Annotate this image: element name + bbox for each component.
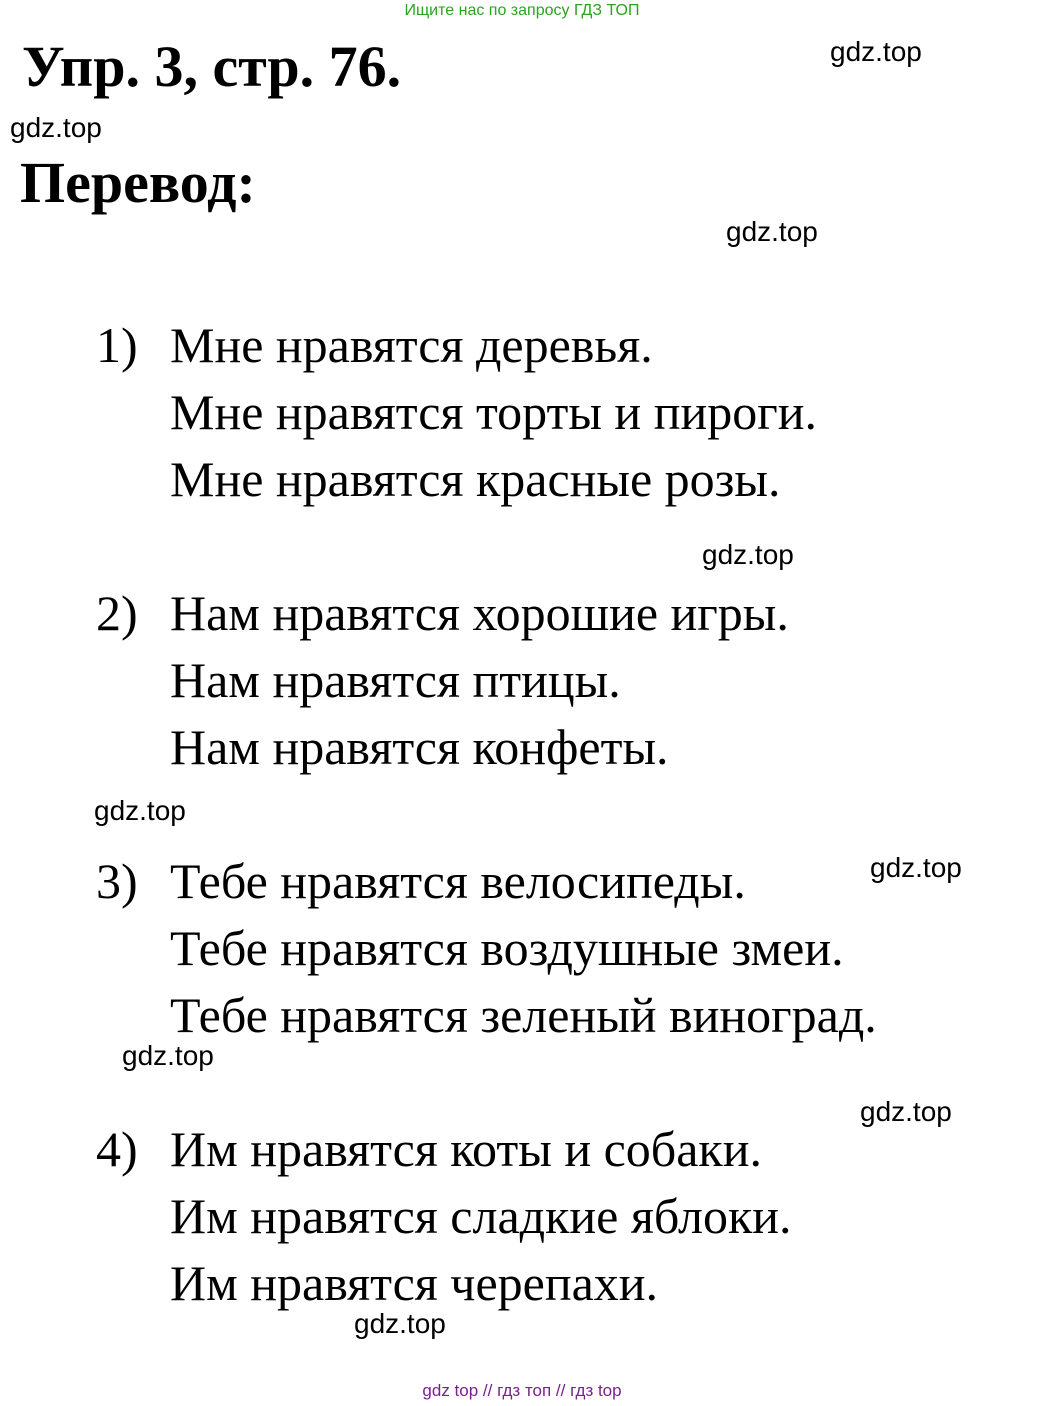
item-number: 1) [96, 317, 138, 373]
item-number: 2) [96, 585, 138, 641]
watermark: gdz.top [870, 852, 962, 883]
footer-links[interactable]: gdz top // гдз топ // гдз top [422, 1381, 622, 1400]
watermark: gdz.top [860, 1096, 952, 1127]
watermark: gdz.top [726, 216, 818, 247]
item-number: 3) [96, 853, 138, 909]
translation-line: Нам нравятся хорошие игры. [170, 585, 789, 641]
watermark: gdz.top [354, 1308, 446, 1339]
watermark: gdz.top [702, 539, 794, 570]
translation-line: Им нравятся черепахи. [170, 1255, 659, 1311]
translation-line: Тебе нравятся воздушные змеи. [170, 920, 844, 976]
watermark: gdz.top [122, 1040, 214, 1071]
translation-line: Мне нравятся деревья. [170, 317, 653, 373]
translation-line: Им нравятся сладкие яблоки. [170, 1188, 792, 1244]
watermark: gdz.top [94, 795, 186, 826]
watermark: gdz.top [830, 36, 922, 67]
item-number: 4) [96, 1121, 138, 1177]
section-heading: Перевод: [20, 150, 256, 215]
translation-line: Им нравятся коты и собаки. [170, 1121, 762, 1177]
translation-line: Тебе нравятся велосипеды. [170, 853, 746, 909]
translation-line: Нам нравятся птицы. [170, 652, 621, 708]
translation-line: Мне нравятся торты и пироги. [170, 384, 817, 440]
top-banner-link[interactable]: Ищите нас по запросу ГДЗ ТОП [404, 2, 640, 19]
watermark: gdz.top [10, 112, 102, 143]
page-title: Упр. 3, стр. 76. [22, 34, 402, 99]
translation-line: Нам нравятся конфеты. [170, 719, 669, 775]
translation-line: Тебе нравятся зеленый виноград. [170, 987, 877, 1043]
translation-line: Мне нравятся красные розы. [170, 451, 781, 507]
